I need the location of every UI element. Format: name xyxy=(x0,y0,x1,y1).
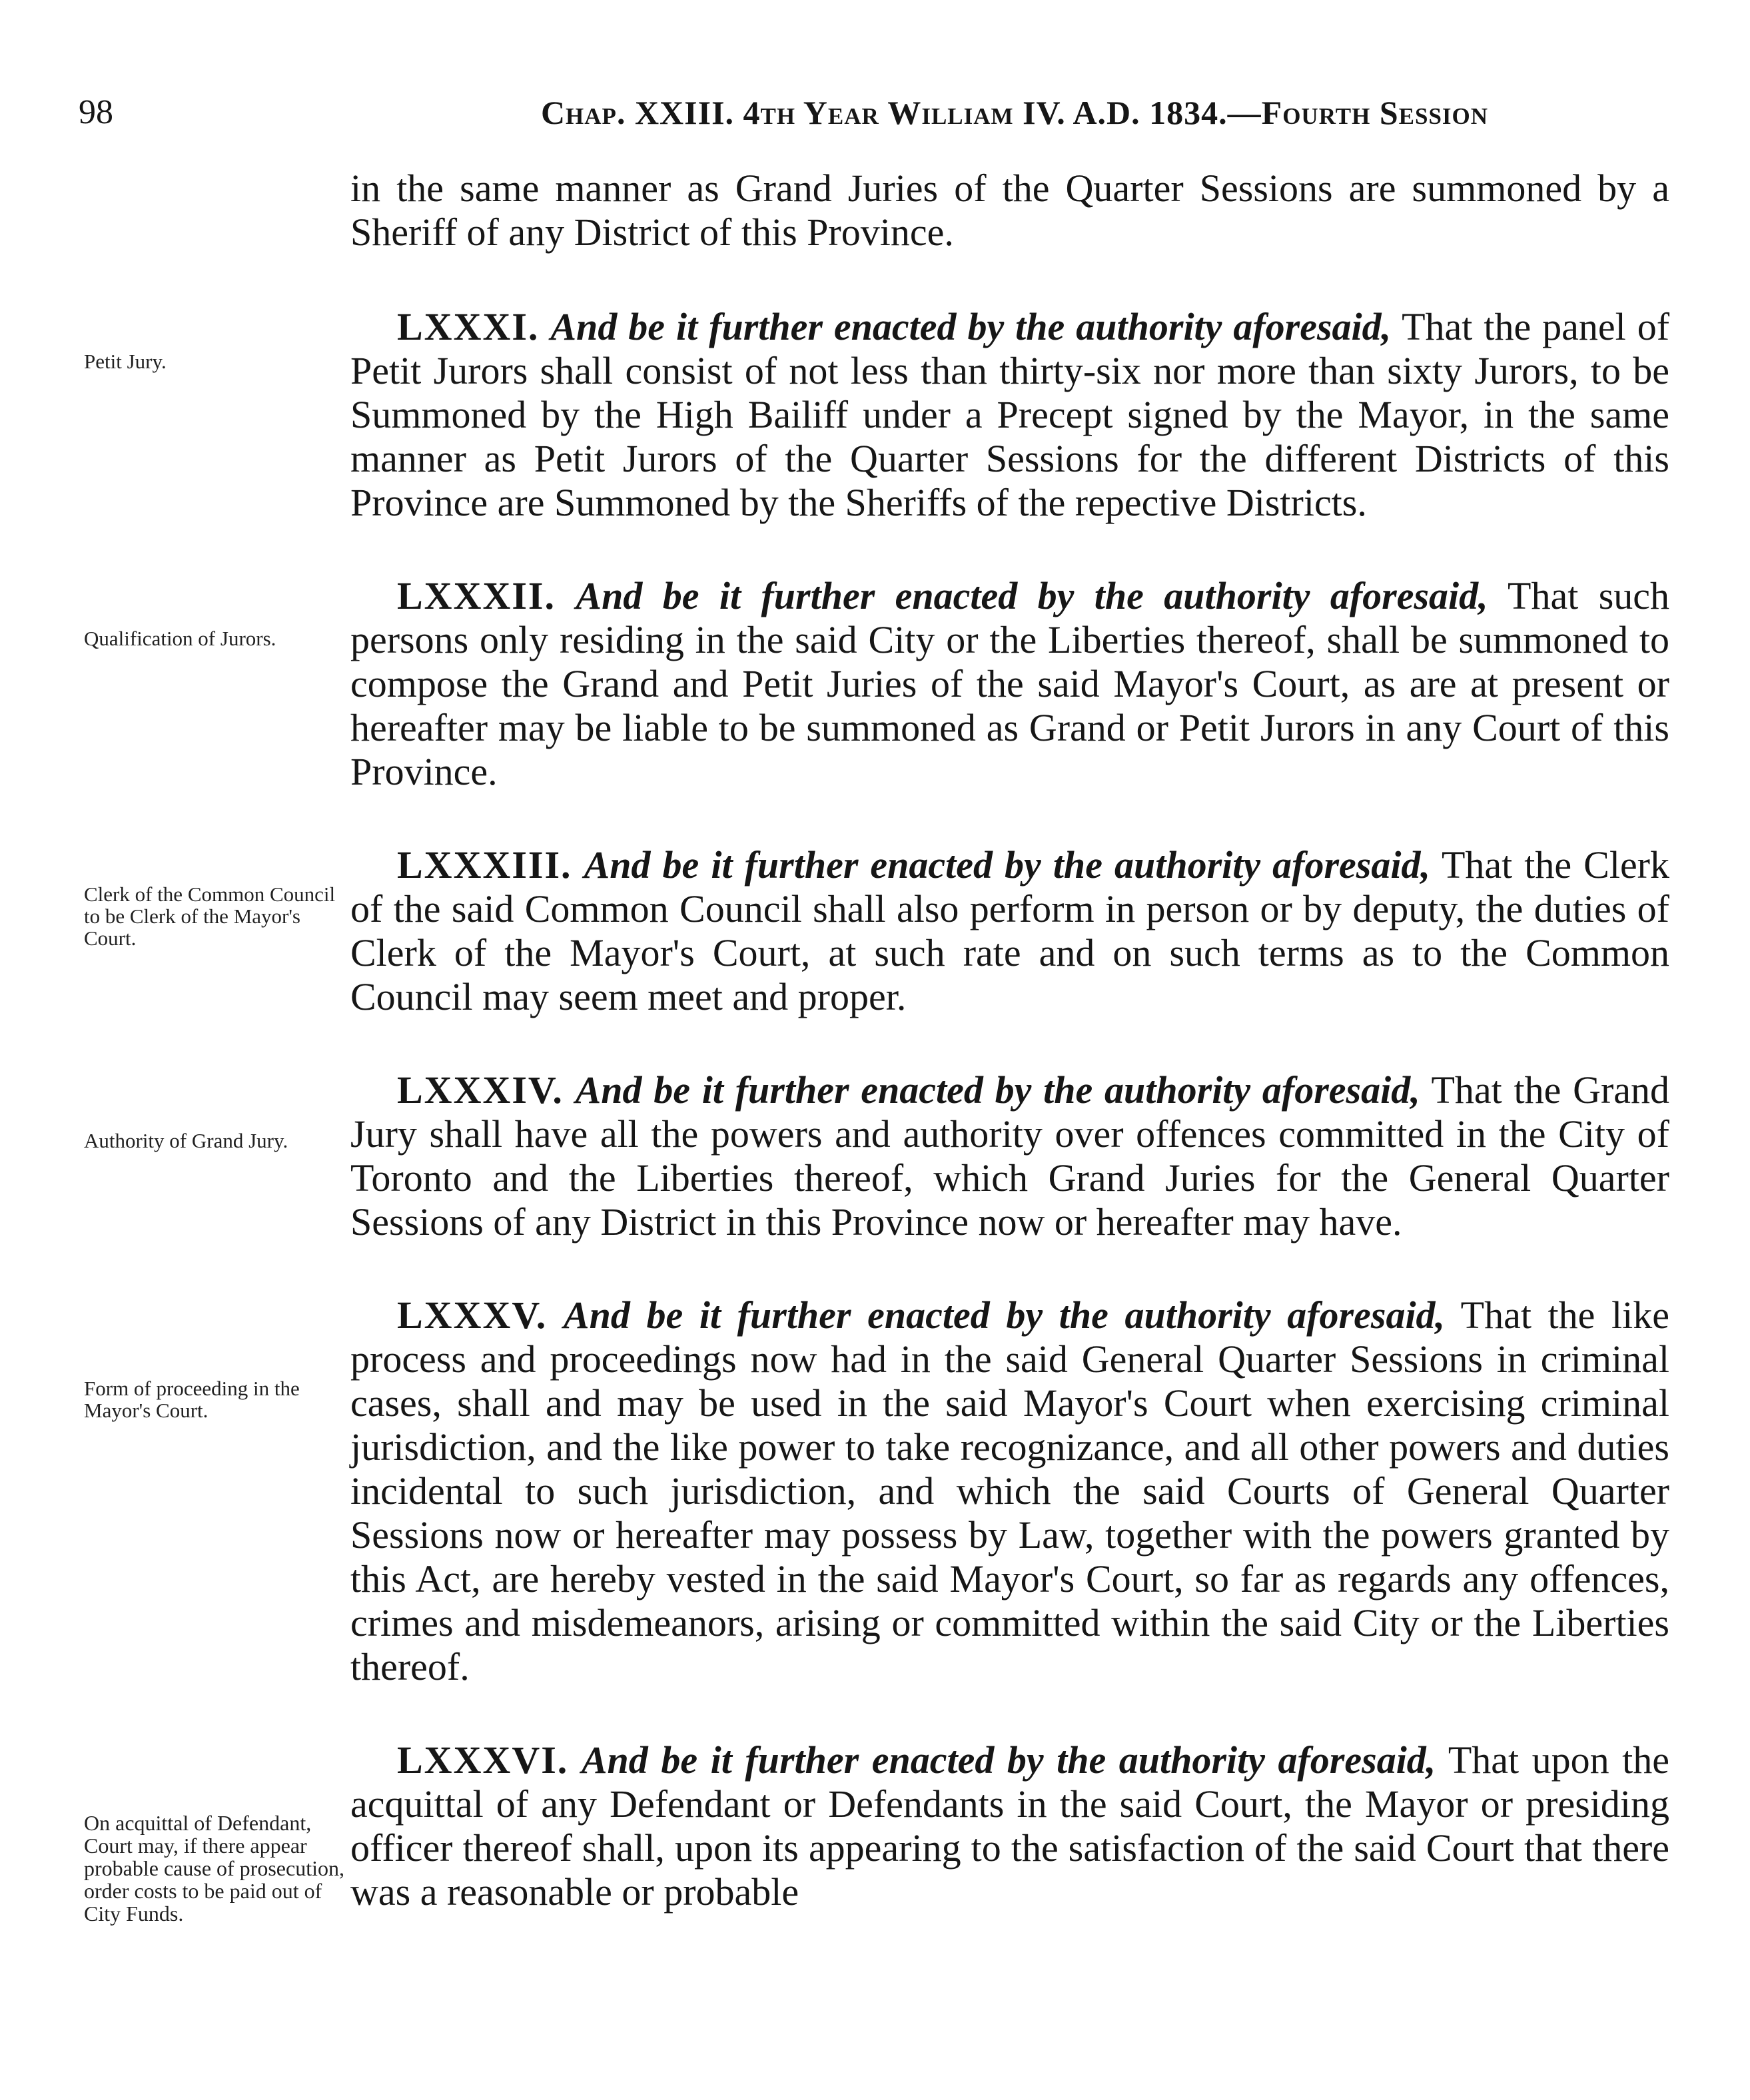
page-header xyxy=(79,83,1664,143)
section-lxxxv xyxy=(350,1293,1669,1689)
page-number: 98 xyxy=(79,93,113,131)
margin-note-form-of-proceeding: Form of proceeding in the Mayor's Court. xyxy=(84,1377,300,1422)
section-number: LXXXII. xyxy=(397,574,556,617)
section-number: LXXXIII. xyxy=(397,843,572,886)
margin-note-authority-of-grand-jury: Authority of Grand Jury. xyxy=(84,1129,288,1152)
section-lxxxiii xyxy=(350,843,1669,1019)
section-text: That such persons only residing in the said City or the Liberties thereof, shall be summoned to compose the Grand and Petit Juries of the said Mayor's Court, as are at present or hereafter may be liable to be summoned as Grand or Petit Jurors in any Court of this Province. xyxy=(350,574,1670,793)
enacting-clause: And be it further enacted by the authority aforesaid, xyxy=(575,1068,1420,1112)
enacting-clause: And be it further enacted by the authority aforesaid, xyxy=(581,1738,1436,1782)
margin-note-clerk-of-court: Clerk of the Common Council to be Clerk of the Mayor's Court. xyxy=(84,882,336,950)
section-lxxxi xyxy=(350,305,1669,525)
enacting-clause: And be it further enacted by the authority aforesaid, xyxy=(576,574,1488,617)
main-text-column xyxy=(350,167,1669,1963)
section-number: LXXXV. xyxy=(397,1293,548,1337)
enacting-clause: And be it further enacted by the authority aforesaid, xyxy=(584,843,1430,886)
section-number: LXXXVI. xyxy=(397,1738,569,1782)
enacting-clause: And be it further enacted by the authority aforesaid, xyxy=(550,305,1392,348)
enacting-clause: And be it further enacted by the authority aforesaid, xyxy=(563,1293,1446,1337)
margin-note-petit-jury: Petit Jury. xyxy=(84,350,167,373)
section-lxxxiv xyxy=(350,1068,1669,1244)
section-text: That upon the acquittal of any Defendant or Defendants in the said Court, the Mayor or presiding officer thereof shall, upon its appearing to the satisfaction of the said Court that there was a reasonable or probable xyxy=(350,1738,1670,1914)
margin-note-qualification-of-jurors: Qualification of Jurors. xyxy=(84,627,276,650)
section-text: That the panel of Petit Jurors shall consist of not less than thirty-six nor more than sixty Jurors, to be Summoned by the High Bailiff under a Precept signed by the Mayor, in the same manner as Petit Jurors of the Quarter Sessions for the different Districts of this Province are Summoned by the Sheriffs of the repective Districts. xyxy=(350,305,1670,524)
section-text: That the like process and proceedings now had in the said General Quarter Sessions in criminal cases, shall and may be used in the said Mayor's Court when exercising criminal jurisdiction, and the like power to take recognizance, and all other powers and duties incidental to such jurisdiction, and which the said Courts of General Quarter Sessions now or hereafter may possess by Law, together with the powers granted by this Act, are hereby vested in the said Mayor's Court, so far as regards any offences, crimes and misdemeanors, arising or committed within the said City or the Liberties thereof. xyxy=(350,1293,1670,1688)
section-text: That the Grand Jury shall have all the powers and authority over offences committed in the City of Toronto and the Liberties thereof, which Grand Juries for the General Quarter Sessions of any District in this Province now or hereafter may have. xyxy=(350,1068,1670,1243)
margin-note-costs-on-acquittal: On acquittal of Defendant, Court may, if there appear probable cause of prosecution, order costs to be paid out of City Funds. xyxy=(84,1811,344,1925)
section-number: LXXXI. xyxy=(397,305,540,348)
continuation-paragraph: in the same manner as Grand Juries of the Quarter Sessions are summoned by a Sheriff of any District of this Province. xyxy=(350,167,1669,254)
section-lxxxii xyxy=(350,574,1669,794)
running-head: Chap. XXIII. 4th Year William IV. A.D. 1834.—Fourth Session xyxy=(540,94,1489,131)
section-lxxxvi xyxy=(350,1738,1669,1914)
section-text: That the Clerk of the said Common Council shall also perform in person or by deputy, the duties of Clerk of the Mayor's Court, at such rate and on such terms as to the Common Council may seem meet and proper. xyxy=(350,843,1670,1018)
section-number: LXXXIV. xyxy=(397,1068,564,1112)
